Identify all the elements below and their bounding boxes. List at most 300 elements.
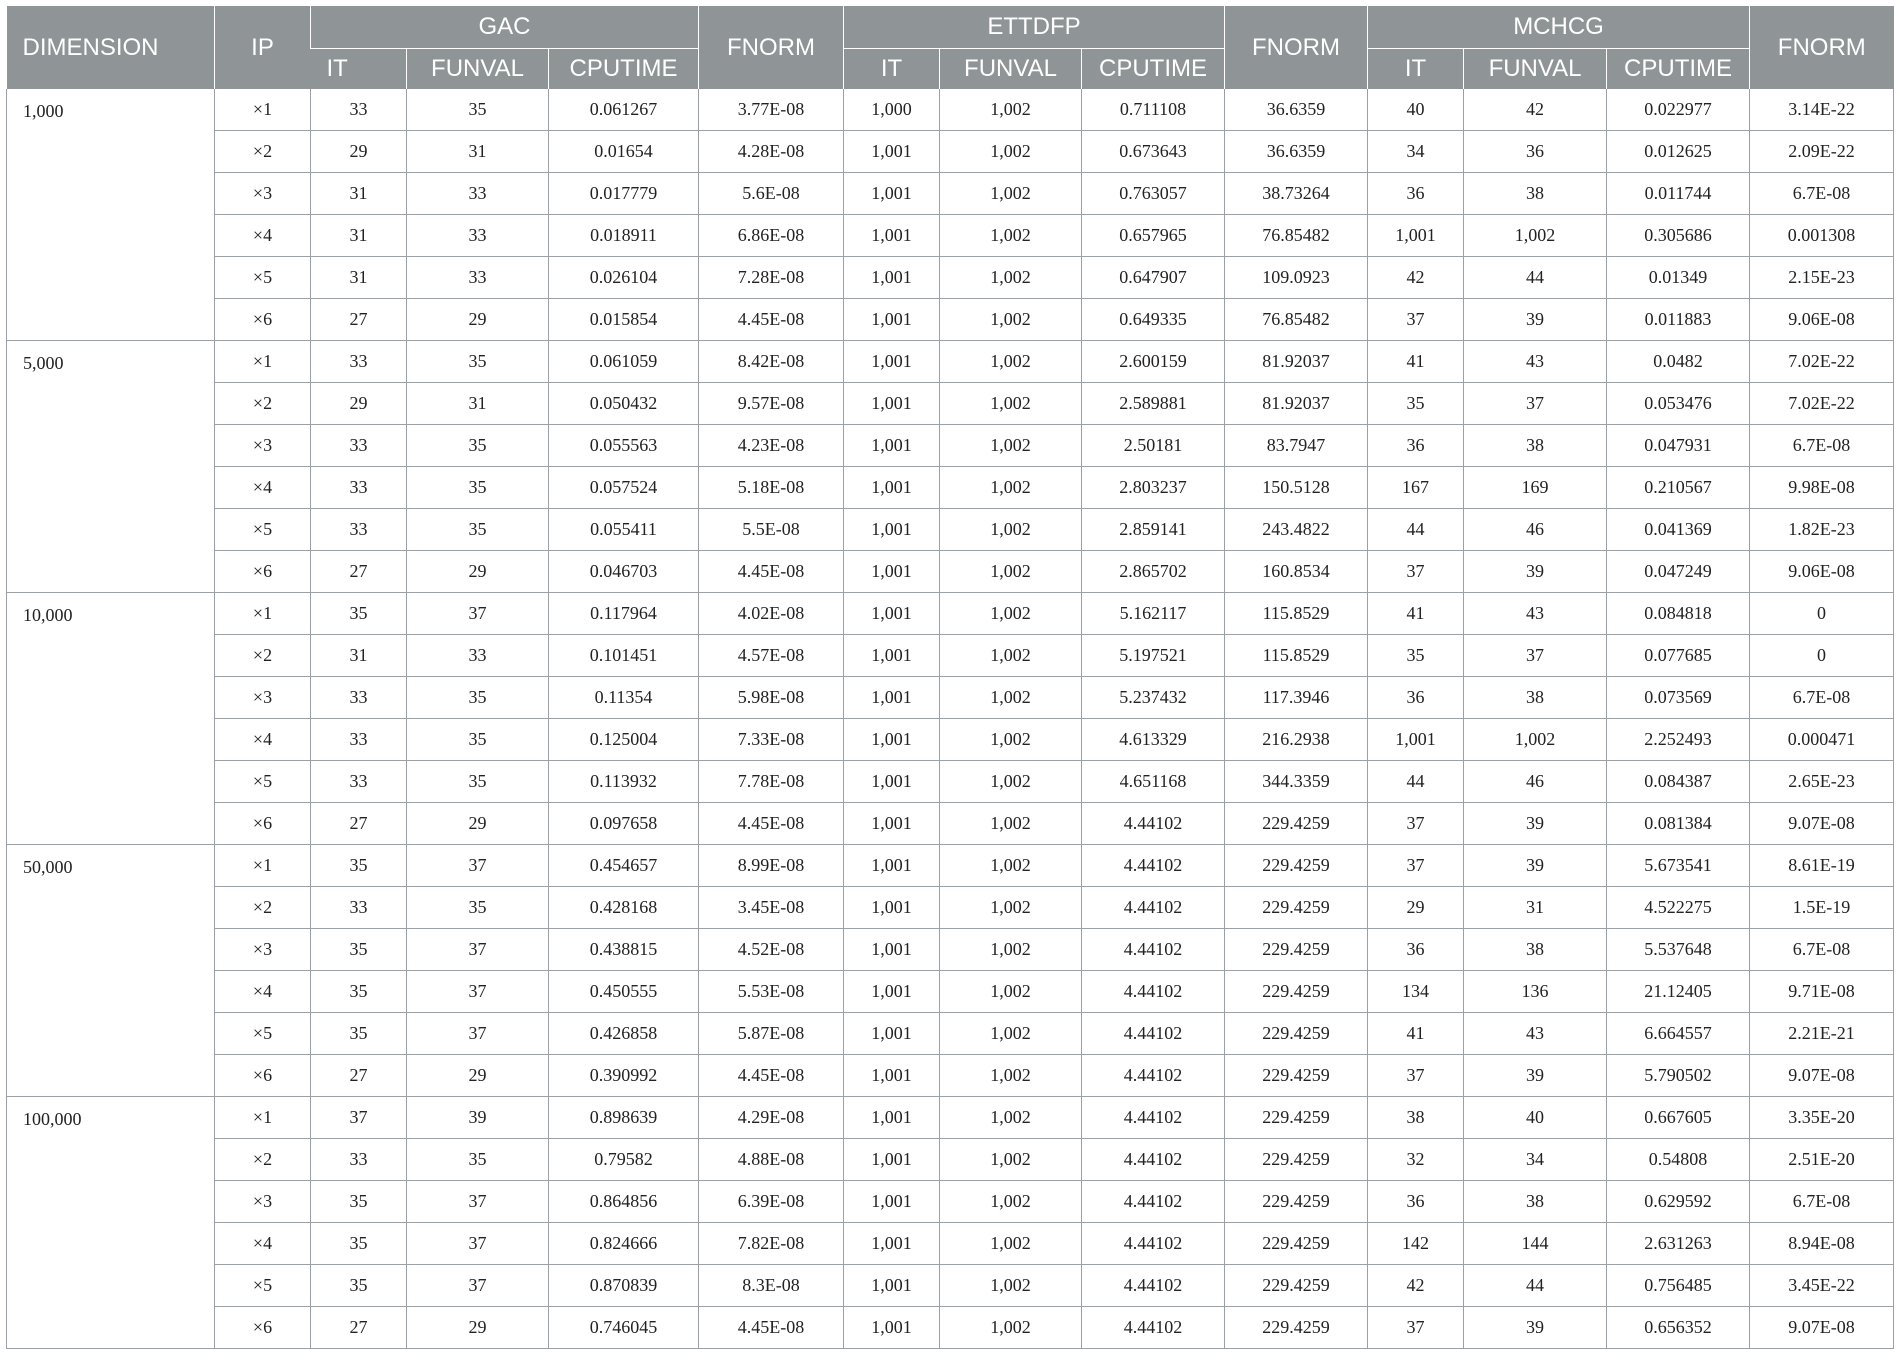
cell-mchcg-cputime: 0.053476	[1607, 383, 1750, 425]
cell-ettdfp-fnorm: 243.4822	[1225, 509, 1368, 551]
table-row	[7, 383, 1894, 425]
cell-gac-fnorm: 5.98E-08	[699, 677, 844, 719]
cell-gac-it: 33	[311, 425, 407, 467]
cell-mchcg-fnorm: 9.06E-08	[1750, 299, 1894, 341]
cell-ettdfp-fnorm: 81.92037	[1225, 383, 1368, 425]
cell-mchcg-fnorm: 7.02E-22	[1750, 383, 1894, 425]
cell-gac-it: 33	[311, 509, 407, 551]
cell-mchcg-it: 41	[1368, 341, 1464, 383]
cell-gac-it: 27	[311, 803, 407, 845]
cell-gac-fnorm: 8.3E-08	[699, 1265, 844, 1307]
cell-gac-it: 33	[311, 761, 407, 803]
cell-mchcg-fnorm: 2.51E-20	[1750, 1139, 1894, 1181]
table-row	[7, 1223, 1894, 1265]
header-mchcg-funval: FUNVAL	[1464, 49, 1607, 90]
cell-mchcg-it: 44	[1368, 509, 1464, 551]
cell-mchcg-funval: 44	[1464, 1265, 1607, 1307]
cell-gac-it: 33	[311, 89, 407, 131]
cell-gac-funval: 29	[407, 299, 549, 341]
cell-mchcg-it: 44	[1368, 761, 1464, 803]
cell-mchcg-cputime: 5.537648	[1607, 929, 1750, 971]
cell-gac-cputime: 0.097658	[549, 803, 699, 845]
cell-mchcg-it: 37	[1368, 845, 1464, 887]
cell-gac-fnorm: 4.45E-08	[699, 299, 844, 341]
cell-ettdfp-cputime: 4.44102	[1082, 1139, 1225, 1181]
cell-gac-funval: 37	[407, 971, 549, 1013]
cell-ettdfp-cputime: 2.803237	[1082, 467, 1225, 509]
cell-ettdfp-funval: 1,002	[940, 971, 1082, 1013]
cell-mchcg-fnorm: 0.001308	[1750, 215, 1894, 257]
cell-ip: ×5	[215, 761, 311, 803]
cell-dimension: 5,000	[7, 341, 215, 593]
table-row	[7, 1265, 1894, 1307]
cell-mchcg-it: 1,001	[1368, 215, 1464, 257]
cell-mchcg-funval: 37	[1464, 635, 1607, 677]
cell-mchcg-fnorm: 8.94E-08	[1750, 1223, 1894, 1265]
cell-mchcg-cputime: 0.041369	[1607, 509, 1750, 551]
cell-mchcg-fnorm: 6.7E-08	[1750, 425, 1894, 467]
cell-mchcg-it: 37	[1368, 1307, 1464, 1349]
cell-mchcg-it: 42	[1368, 1265, 1464, 1307]
header-ettdfp-cputime: CPUTIME	[1082, 49, 1225, 90]
cell-mchcg-cputime: 0.047931	[1607, 425, 1750, 467]
cell-ettdfp-funval: 1,002	[940, 635, 1082, 677]
cell-ip: ×4	[215, 215, 311, 257]
cell-gac-cputime: 0.026104	[549, 257, 699, 299]
cell-ettdfp-funval: 1,002	[940, 1055, 1082, 1097]
cell-mchcg-fnorm: 9.07E-08	[1750, 1055, 1894, 1097]
cell-ettdfp-fnorm: 229.4259	[1225, 887, 1368, 929]
cell-gac-fnorm: 8.99E-08	[699, 845, 844, 887]
cell-mchcg-fnorm: 2.15E-23	[1750, 257, 1894, 299]
cell-ettdfp-funval: 1,002	[940, 1097, 1082, 1139]
cell-ettdfp-fnorm: 109.0923	[1225, 257, 1368, 299]
cell-gac-fnorm: 5.87E-08	[699, 1013, 844, 1055]
header-ettdfp-it: IT	[844, 49, 940, 90]
cell-mchcg-cputime: 0.081384	[1607, 803, 1750, 845]
cell-mchcg-fnorm: 6.7E-08	[1750, 173, 1894, 215]
cell-mchcg-cputime: 5.673541	[1607, 845, 1750, 887]
cell-ettdfp-fnorm: 76.85482	[1225, 299, 1368, 341]
cell-ettdfp-cputime: 4.44102	[1082, 1181, 1225, 1223]
cell-gac-funval: 35	[407, 89, 549, 131]
cell-ettdfp-fnorm: 229.4259	[1225, 1265, 1368, 1307]
cell-ettdfp-fnorm: 229.4259	[1225, 845, 1368, 887]
cell-ettdfp-it: 1,000	[844, 89, 940, 131]
cell-gac-fnorm: 4.45E-08	[699, 803, 844, 845]
cell-ettdfp-fnorm: 344.3359	[1225, 761, 1368, 803]
cell-ettdfp-cputime: 0.711108	[1082, 89, 1225, 131]
cell-gac-cputime: 0.426858	[549, 1013, 699, 1055]
cell-ettdfp-cputime: 4.613329	[1082, 719, 1225, 761]
cell-ettdfp-funval: 1,002	[940, 677, 1082, 719]
cell-mchcg-cputime: 0.011883	[1607, 299, 1750, 341]
cell-mchcg-cputime: 0.01349	[1607, 257, 1750, 299]
cell-mchcg-funval: 1,002	[1464, 719, 1607, 761]
cell-gac-funval: 37	[407, 1013, 549, 1055]
cell-gac-funval: 37	[407, 929, 549, 971]
cell-gac-cputime: 0.428168	[549, 887, 699, 929]
cell-mchcg-funval: 39	[1464, 1307, 1607, 1349]
cell-gac-cputime: 0.438815	[549, 929, 699, 971]
cell-ip: ×6	[215, 299, 311, 341]
cell-gac-fnorm: 3.77E-08	[699, 89, 844, 131]
cell-ettdfp-cputime: 0.649335	[1082, 299, 1225, 341]
cell-ettdfp-it: 1,001	[844, 215, 940, 257]
cell-gac-it: 27	[311, 299, 407, 341]
cell-mchcg-cputime: 6.664557	[1607, 1013, 1750, 1055]
cell-mchcg-funval: 169	[1464, 467, 1607, 509]
cell-ettdfp-it: 1,001	[844, 1055, 940, 1097]
header-mchcg-cputime: CPUTIME	[1607, 49, 1750, 90]
cell-ettdfp-cputime: 5.237432	[1082, 677, 1225, 719]
cell-dimension: 50,000	[7, 845, 215, 1097]
cell-gac-funval: 33	[407, 215, 549, 257]
cell-mchcg-it: 40	[1368, 89, 1464, 131]
cell-mchcg-it: 36	[1368, 677, 1464, 719]
cell-ettdfp-fnorm: 229.4259	[1225, 1097, 1368, 1139]
cell-gac-cputime: 0.017779	[549, 173, 699, 215]
cell-ip: ×6	[215, 1307, 311, 1349]
cell-ettdfp-funval: 1,002	[940, 761, 1082, 803]
table-row	[7, 1139, 1894, 1181]
cell-ip: ×3	[215, 677, 311, 719]
cell-ettdfp-cputime: 4.44102	[1082, 887, 1225, 929]
cell-gac-funval: 39	[407, 1097, 549, 1139]
cell-ip: ×4	[215, 1223, 311, 1265]
cell-gac-funval: 35	[407, 1139, 549, 1181]
cell-ettdfp-cputime: 4.44102	[1082, 1055, 1225, 1097]
cell-gac-fnorm: 4.29E-08	[699, 1097, 844, 1139]
cell-mchcg-cputime: 0.629592	[1607, 1181, 1750, 1223]
cell-ettdfp-funval: 1,002	[940, 131, 1082, 173]
cell-ettdfp-fnorm: 83.7947	[1225, 425, 1368, 467]
table-row	[7, 971, 1894, 1013]
cell-ettdfp-it: 1,001	[844, 467, 940, 509]
cell-ip: ×4	[215, 971, 311, 1013]
cell-gac-funval: 29	[407, 803, 549, 845]
cell-mchcg-it: 37	[1368, 803, 1464, 845]
cell-gac-cputime: 0.061267	[549, 89, 699, 131]
cell-gac-it: 27	[311, 551, 407, 593]
cell-mchcg-fnorm: 2.09E-22	[1750, 131, 1894, 173]
cell-mchcg-funval: 38	[1464, 173, 1607, 215]
table-row	[7, 341, 1894, 383]
table-row	[7, 761, 1894, 803]
cell-mchcg-it: 167	[1368, 467, 1464, 509]
cell-mchcg-cputime: 21.12405	[1607, 971, 1750, 1013]
cell-gac-cputime: 0.898639	[549, 1097, 699, 1139]
table-row	[7, 929, 1894, 971]
cell-gac-it: 31	[311, 215, 407, 257]
cell-ettdfp-funval: 1,002	[940, 215, 1082, 257]
table-body	[7, 89, 1894, 1349]
cell-gac-it: 35	[311, 1265, 407, 1307]
cell-gac-cputime: 0.113932	[549, 761, 699, 803]
cell-gac-it: 33	[311, 1139, 407, 1181]
cell-mchcg-fnorm: 6.7E-08	[1750, 929, 1894, 971]
cell-ettdfp-fnorm: 117.3946	[1225, 677, 1368, 719]
cell-ip: ×1	[215, 1097, 311, 1139]
cell-ip: ×2	[215, 383, 311, 425]
cell-ip: ×2	[215, 887, 311, 929]
cell-ettdfp-cputime: 0.647907	[1082, 257, 1225, 299]
cell-ettdfp-it: 1,001	[844, 509, 940, 551]
cell-mchcg-funval: 46	[1464, 761, 1607, 803]
cell-dimension: 10,000	[7, 593, 215, 845]
cell-ettdfp-funval: 1,002	[940, 1307, 1082, 1349]
cell-gac-funval: 35	[407, 467, 549, 509]
cell-mchcg-cputime: 0.047249	[1607, 551, 1750, 593]
header-gac-funval: FUNVAL	[407, 49, 549, 90]
cell-gac-cputime: 0.046703	[549, 551, 699, 593]
cell-mchcg-cputime: 4.522275	[1607, 887, 1750, 929]
cell-mchcg-cputime: 0.084818	[1607, 593, 1750, 635]
cell-mchcg-it: 36	[1368, 173, 1464, 215]
cell-ettdfp-funval: 1,002	[940, 383, 1082, 425]
results-table	[6, 6, 1894, 1349]
table-row	[7, 131, 1894, 173]
cell-ettdfp-it: 1,001	[844, 845, 940, 887]
cell-mchcg-cputime: 0.012625	[1607, 131, 1750, 173]
cell-gac-fnorm: 7.82E-08	[699, 1223, 844, 1265]
cell-mchcg-cputime: 0.656352	[1607, 1307, 1750, 1349]
cell-gac-it: 29	[311, 131, 407, 173]
cell-ettdfp-it: 1,001	[844, 551, 940, 593]
cell-gac-cputime: 0.061059	[549, 341, 699, 383]
header-gac-cputime: CPUTIME	[549, 49, 699, 90]
cell-ettdfp-it: 1,001	[844, 1223, 940, 1265]
cell-ettdfp-cputime: 2.865702	[1082, 551, 1225, 593]
cell-mchcg-funval: 42	[1464, 89, 1607, 131]
cell-ettdfp-cputime: 4.44102	[1082, 845, 1225, 887]
cell-gac-fnorm: 9.57E-08	[699, 383, 844, 425]
cell-ettdfp-fnorm: 229.4259	[1225, 1181, 1368, 1223]
cell-dimension: 1,000	[7, 89, 215, 341]
cell-gac-fnorm: 4.23E-08	[699, 425, 844, 467]
cell-gac-funval: 35	[407, 677, 549, 719]
cell-ettdfp-funval: 1,002	[940, 1139, 1082, 1181]
cell-ettdfp-it: 1,001	[844, 929, 940, 971]
cell-mchcg-funval: 39	[1464, 551, 1607, 593]
cell-gac-it: 35	[311, 593, 407, 635]
cell-gac-it: 35	[311, 971, 407, 1013]
cell-mchcg-fnorm: 1.5E-19	[1750, 887, 1894, 929]
cell-ettdfp-it: 1,001	[844, 761, 940, 803]
header-mchcg-fnorm: FNORM	[1750, 6, 1894, 89]
cell-mchcg-fnorm: 1.82E-23	[1750, 509, 1894, 551]
cell-ip: ×6	[215, 803, 311, 845]
cell-mchcg-cputime: 2.252493	[1607, 719, 1750, 761]
cell-gac-cputime: 0.057524	[549, 467, 699, 509]
cell-gac-it: 31	[311, 257, 407, 299]
cell-mchcg-fnorm: 3.45E-22	[1750, 1265, 1894, 1307]
cell-gac-fnorm: 4.28E-08	[699, 131, 844, 173]
cell-ettdfp-cputime: 2.50181	[1082, 425, 1225, 467]
cell-ettdfp-cputime: 0.657965	[1082, 215, 1225, 257]
cell-gac-funval: 37	[407, 845, 549, 887]
cell-ettdfp-it: 1,001	[844, 719, 940, 761]
cell-ettdfp-cputime: 4.44102	[1082, 1013, 1225, 1055]
cell-gac-cputime: 0.11354	[549, 677, 699, 719]
cell-ettdfp-it: 1,001	[844, 257, 940, 299]
header-mchcg-it: IT	[1368, 49, 1464, 90]
cell-ettdfp-funval: 1,002	[940, 929, 1082, 971]
header-ip: IP	[215, 6, 311, 89]
cell-mchcg-cputime: 0.084387	[1607, 761, 1750, 803]
header-dimension: DIMENSION	[7, 6, 215, 89]
cell-gac-fnorm: 7.28E-08	[699, 257, 844, 299]
cell-gac-cputime: 0.454657	[549, 845, 699, 887]
table-row	[7, 509, 1894, 551]
cell-gac-funval: 31	[407, 131, 549, 173]
cell-ettdfp-it: 1,001	[844, 1097, 940, 1139]
cell-ettdfp-cputime: 4.44102	[1082, 1097, 1225, 1139]
cell-gac-fnorm: 4.45E-08	[699, 1307, 844, 1349]
cell-gac-cputime: 0.390992	[549, 1055, 699, 1097]
cell-ettdfp-fnorm: 160.8534	[1225, 551, 1368, 593]
cell-ettdfp-it: 1,001	[844, 677, 940, 719]
cell-ip: ×1	[215, 89, 311, 131]
cell-gac-it: 35	[311, 929, 407, 971]
cell-ettdfp-it: 1,001	[844, 131, 940, 173]
cell-ettdfp-it: 1,001	[844, 1139, 940, 1181]
cell-mchcg-funval: 40	[1464, 1097, 1607, 1139]
cell-mchcg-it: 34	[1368, 131, 1464, 173]
cell-mchcg-it: 35	[1368, 635, 1464, 677]
cell-mchcg-fnorm: 7.02E-22	[1750, 341, 1894, 383]
table-row	[7, 425, 1894, 467]
cell-gac-funval: 29	[407, 1307, 549, 1349]
cell-ip: ×5	[215, 257, 311, 299]
cell-mchcg-fnorm: 3.35E-20	[1750, 1097, 1894, 1139]
cell-gac-cputime: 0.870839	[549, 1265, 699, 1307]
cell-ettdfp-cputime: 4.44102	[1082, 929, 1225, 971]
cell-ettdfp-fnorm: 229.4259	[1225, 971, 1368, 1013]
cell-mchcg-it: 35	[1368, 383, 1464, 425]
cell-ettdfp-cputime: 4.44102	[1082, 803, 1225, 845]
cell-gac-it: 29	[311, 383, 407, 425]
cell-ip: ×5	[215, 509, 311, 551]
cell-ettdfp-cputime: 5.162117	[1082, 593, 1225, 635]
cell-mchcg-funval: 43	[1464, 1013, 1607, 1055]
cell-gac-cputime: 0.015854	[549, 299, 699, 341]
cell-mchcg-funval: 39	[1464, 299, 1607, 341]
cell-ip: ×4	[215, 467, 311, 509]
cell-ettdfp-cputime: 4.651168	[1082, 761, 1225, 803]
cell-gac-it: 35	[311, 1223, 407, 1265]
cell-ettdfp-funval: 1,002	[940, 845, 1082, 887]
cell-ettdfp-funval: 1,002	[940, 1223, 1082, 1265]
cell-ettdfp-it: 1,001	[844, 173, 940, 215]
cell-gac-fnorm: 4.02E-08	[699, 593, 844, 635]
cell-mchcg-it: 134	[1368, 971, 1464, 1013]
cell-gac-fnorm: 3.45E-08	[699, 887, 844, 929]
table-row	[7, 1013, 1894, 1055]
cell-gac-fnorm: 6.86E-08	[699, 215, 844, 257]
cell-gac-funval: 35	[407, 341, 549, 383]
cell-gac-fnorm: 5.5E-08	[699, 509, 844, 551]
cell-gac-fnorm: 4.57E-08	[699, 635, 844, 677]
cell-ettdfp-fnorm: 36.6359	[1225, 89, 1368, 131]
cell-mchcg-fnorm: 6.7E-08	[1750, 677, 1894, 719]
table-row	[7, 1055, 1894, 1097]
cell-mchcg-funval: 37	[1464, 383, 1607, 425]
cell-gac-funval: 33	[407, 635, 549, 677]
cell-mchcg-fnorm: 3.14E-22	[1750, 89, 1894, 131]
cell-ettdfp-funval: 1,002	[940, 803, 1082, 845]
cell-ip: ×3	[215, 425, 311, 467]
cell-ettdfp-cputime: 0.673643	[1082, 131, 1225, 173]
cell-ip: ×6	[215, 1055, 311, 1097]
cell-ettdfp-funval: 1,002	[940, 509, 1082, 551]
cell-ip: ×3	[215, 1181, 311, 1223]
cell-mchcg-cputime: 0.210567	[1607, 467, 1750, 509]
cell-ettdfp-fnorm: 229.4259	[1225, 1055, 1368, 1097]
cell-gac-cputime: 0.125004	[549, 719, 699, 761]
cell-ettdfp-it: 1,001	[844, 425, 940, 467]
cell-mchcg-cputime: 0.0482	[1607, 341, 1750, 383]
header-gac-it: IT	[311, 49, 407, 90]
cell-gac-cputime: 0.864856	[549, 1181, 699, 1223]
cell-mchcg-funval: 38	[1464, 1181, 1607, 1223]
table-row	[7, 173, 1894, 215]
cell-mchcg-funval: 39	[1464, 803, 1607, 845]
cell-ettdfp-fnorm: 229.4259	[1225, 1223, 1368, 1265]
cell-gac-funval: 37	[407, 1223, 549, 1265]
cell-ettdfp-fnorm: 76.85482	[1225, 215, 1368, 257]
cell-ip: ×2	[215, 131, 311, 173]
cell-ip: ×2	[215, 1139, 311, 1181]
cell-gac-fnorm: 6.39E-08	[699, 1181, 844, 1223]
cell-mchcg-funval: 39	[1464, 1055, 1607, 1097]
cell-ip: ×5	[215, 1265, 311, 1307]
table-row	[7, 719, 1894, 761]
cell-gac-funval: 35	[407, 425, 549, 467]
cell-mchcg-it: 36	[1368, 929, 1464, 971]
cell-gac-it: 31	[311, 635, 407, 677]
cell-ettdfp-cputime: 2.859141	[1082, 509, 1225, 551]
cell-ip: ×3	[215, 173, 311, 215]
cell-mchcg-funval: 1,002	[1464, 215, 1607, 257]
header-ettdfp-fnorm: FNORM	[1225, 6, 1368, 89]
header-gac-fnorm: FNORM	[699, 6, 844, 89]
cell-ettdfp-funval: 1,002	[940, 341, 1082, 383]
cell-mchcg-it: 32	[1368, 1139, 1464, 1181]
cell-mchcg-it: 41	[1368, 1013, 1464, 1055]
cell-gac-cputime: 0.055411	[549, 509, 699, 551]
cell-gac-funval: 33	[407, 173, 549, 215]
cell-ettdfp-fnorm: 229.4259	[1225, 929, 1368, 971]
cell-mchcg-fnorm: 0.000471	[1750, 719, 1894, 761]
cell-mchcg-funval: 46	[1464, 509, 1607, 551]
table-row	[7, 551, 1894, 593]
cell-gac-fnorm: 7.78E-08	[699, 761, 844, 803]
cell-ip: ×4	[215, 719, 311, 761]
cell-mchcg-funval: 31	[1464, 887, 1607, 929]
cell-ettdfp-fnorm: 81.92037	[1225, 341, 1368, 383]
table-row	[7, 887, 1894, 929]
cell-gac-cputime: 0.050432	[549, 383, 699, 425]
table-row	[7, 677, 1894, 719]
cell-mchcg-fnorm: 2.21E-21	[1750, 1013, 1894, 1055]
table-row	[7, 635, 1894, 677]
cell-mchcg-it: 41	[1368, 593, 1464, 635]
cell-ettdfp-cputime: 4.44102	[1082, 1265, 1225, 1307]
cell-ettdfp-it: 1,001	[844, 383, 940, 425]
cell-ip: ×5	[215, 1013, 311, 1055]
cell-ettdfp-fnorm: 229.4259	[1225, 1307, 1368, 1349]
